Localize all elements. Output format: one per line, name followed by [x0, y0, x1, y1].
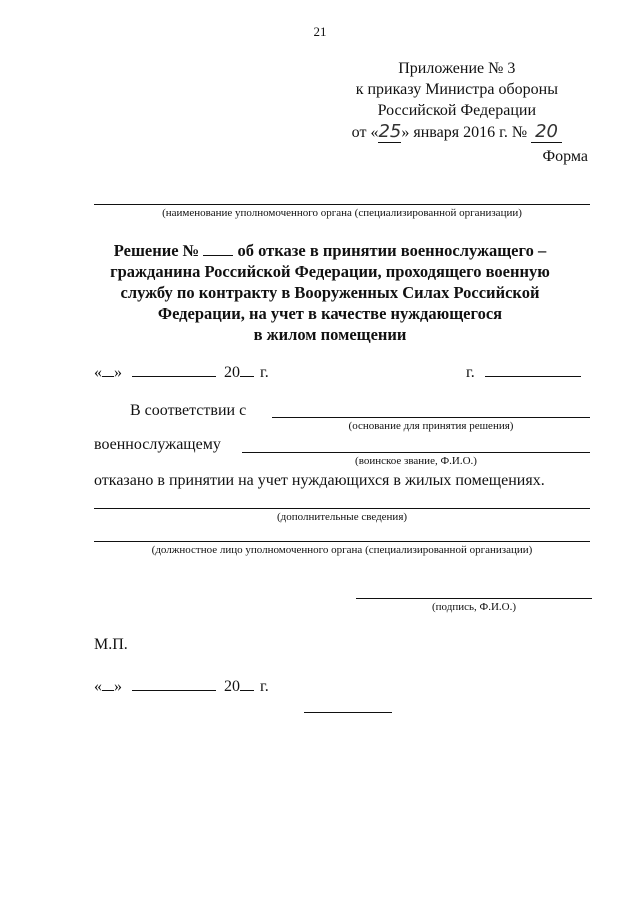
- decision-title-line4: Федерации, на учет в качестве нуждающегося: [157, 304, 503, 323]
- rank-line[interactable]: [242, 452, 590, 453]
- annex-date-prefix: от «: [351, 124, 379, 141]
- page-number: 21: [313, 24, 327, 39]
- city-blank[interactable]: [485, 362, 581, 377]
- bottom-date-year-prefix: 20: [224, 678, 240, 695]
- bottom-date-line: [94, 676, 269, 696]
- decision-title-rest: об отказе в принятии военнослужащего –: [237, 241, 547, 260]
- city-prefix: г.: [466, 364, 475, 381]
- bottom-date-month-blank[interactable]: [132, 676, 216, 691]
- annex-country: Российской Федерации: [377, 102, 537, 119]
- bottom-date-year-suffix: г.: [260, 678, 269, 695]
- annex-header: [352, 58, 562, 143]
- annex-title: Приложение № 3: [398, 60, 516, 77]
- city-line: [466, 362, 581, 382]
- annex-order: к приказу Министра обороны: [355, 81, 558, 98]
- official-line[interactable]: [94, 541, 590, 542]
- decision-date-line: [94, 362, 269, 382]
- basis-line[interactable]: [272, 417, 590, 418]
- annex-date: [352, 121, 562, 143]
- bottom-date-close-quote: »: [114, 678, 122, 695]
- decision-title-line5: в жилом помещении: [253, 325, 407, 344]
- date-open-quote: «: [94, 364, 102, 381]
- serviceman-label: военнослужащему: [94, 436, 221, 453]
- refused-text: отказано в принятии на учет нуждающихся в жилых помещениях.: [94, 472, 545, 489]
- authority-line[interactable]: [94, 204, 590, 205]
- decision-title: [90, 240, 570, 345]
- date-month-blank[interactable]: [132, 362, 216, 377]
- decision-title-line3: службу по контракту в Вооруженных Силах Российской: [120, 283, 540, 302]
- seal-label: М.П.: [94, 636, 128, 653]
- annex-order-number: 20: [531, 121, 562, 143]
- form-label: Форма: [542, 148, 588, 165]
- end-rule: [304, 712, 392, 713]
- decision-title-line1: [90, 240, 570, 261]
- decision-number-blank[interactable]: [203, 241, 233, 256]
- annex-date-mid: » января 2016 г. №: [401, 124, 528, 141]
- date-year-blank[interactable]: [240, 362, 254, 377]
- decision-title-line2: гражданина Российской Федерации, проходящего военную: [110, 262, 550, 281]
- official-caption: (должностное лицо уполномоченного органа (специализированной организации): [151, 544, 533, 556]
- authority-caption: (наименование уполномоченного органа (специализированной организации): [162, 207, 522, 219]
- bottom-date-year-blank[interactable]: [240, 676, 254, 691]
- signature-caption: (подпись, Ф.И.О.): [432, 601, 516, 613]
- rank-caption: (воинское звание, Ф.И.О.): [355, 455, 477, 467]
- date-close-quote: »: [114, 364, 122, 381]
- date-year-suffix: г.: [260, 364, 269, 381]
- date-year-prefix: 20: [224, 364, 240, 381]
- signature-line[interactable]: [356, 598, 592, 599]
- annex-date-day: 25: [378, 121, 402, 142]
- decision-number-label: Решение №: [113, 241, 200, 260]
- date-day-blank[interactable]: [102, 362, 114, 377]
- bottom-date-day-blank[interactable]: [102, 676, 114, 691]
- according-to-label: В соответствии с: [130, 402, 247, 419]
- additional-caption: (дополнительные сведения): [276, 511, 408, 523]
- bottom-date-open-quote: «: [94, 678, 102, 695]
- basis-caption: (основание для принятия решения): [348, 420, 514, 432]
- additional-line[interactable]: [94, 508, 590, 509]
